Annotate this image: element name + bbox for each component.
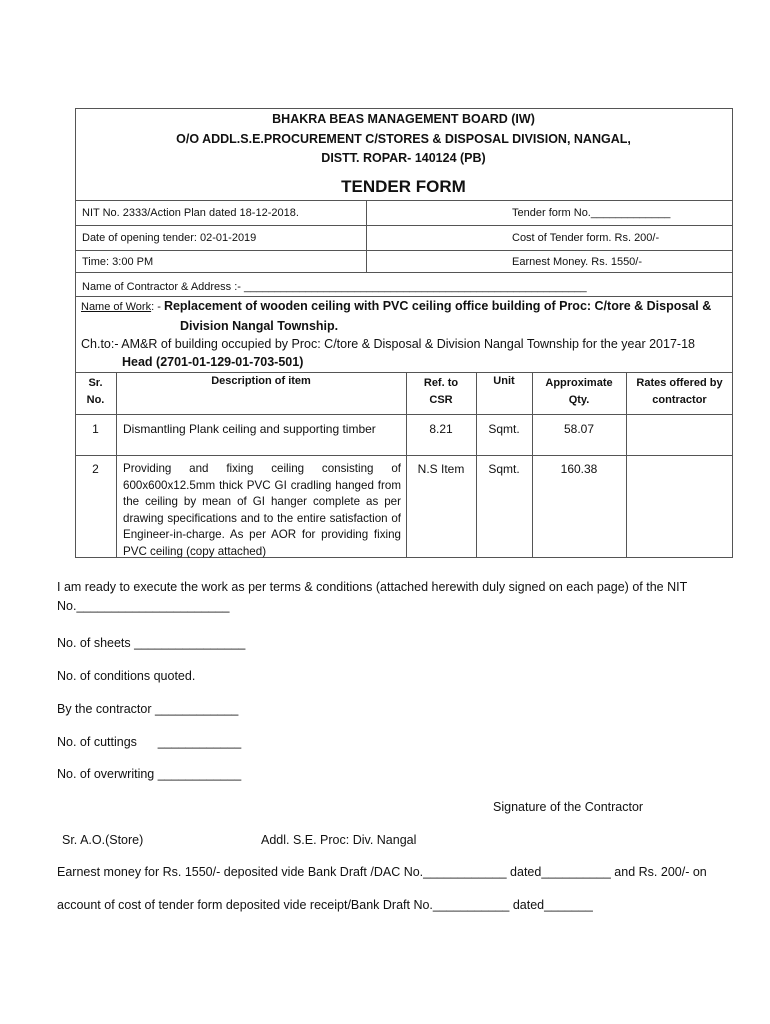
nit-number: NIT No. 2333/Action Plan dated 18-12-2018. [82, 207, 299, 219]
sheets-field[interactable]: No. of sheets ________________ [57, 636, 246, 650]
tender-cost: Cost of Tender form. Rs. 200/- [512, 232, 660, 244]
contractor-field[interactable]: By the contractor ____________ [57, 702, 239, 716]
col-header-ref [406, 375, 476, 409]
office-name: O/O ADDL.S.E.PROCUREMENT C/STORES & DISPOSAL DIVISION, NANGAL, [176, 132, 631, 146]
cuttings-field[interactable]: No. of cuttings ____________ [57, 735, 242, 749]
nit-number-field[interactable]: No.______________________ [57, 599, 230, 613]
work-title-continued: Division Nangal Township. [180, 319, 339, 333]
budget-head: Head (2701-01-129-01-703-501) [122, 355, 304, 369]
row-divider [75, 455, 733, 456]
divider [75, 296, 733, 297]
work-label: Name of Work [81, 301, 152, 313]
col-header-ref-line1: Ref. to [423, 377, 459, 389]
page-title: TENDER FORM [341, 177, 466, 196]
divider [366, 200, 367, 272]
row2-qty: 160.38 [560, 462, 598, 476]
col-header-sr-line1: Sr. [88, 377, 103, 389]
addl-se-label: Addl. S.E. Proc: Div. Nangal [261, 833, 417, 847]
contractor-address-field[interactable]: Name of Contractor & Address :- ________________________________________________________ [82, 281, 587, 293]
divider [75, 250, 733, 251]
work-description [81, 299, 711, 313]
col-header-unit: Unit [493, 375, 515, 387]
earnest-money-line: Earnest money for Rs. 1550/- deposited vide Bank Draft /DAC No.____________ dated__________ and Rs. 200/- on [57, 865, 707, 879]
row1-ref: 8.21 [429, 422, 453, 436]
row1-unit: Sqmt. [488, 422, 520, 436]
work-separator: : - [151, 301, 164, 313]
col-header-qty [532, 375, 626, 409]
col-header-rates-line1: Rates offered by [636, 377, 723, 389]
conditions-field: No. of conditions quoted. [57, 669, 196, 683]
divider [75, 225, 733, 226]
charge-to: Ch.to:- AM&R of building occupied by Proc: C/tore & Disposal & Division Nangal Township for the year 2017-18 [81, 337, 695, 351]
col-header-sr [75, 375, 116, 409]
col-header-sr-line2: No. [86, 394, 105, 406]
divider [75, 200, 733, 201]
overwriting-field[interactable]: No. of overwriting ____________ [57, 767, 242, 781]
tender-form-number: Tender form No._____________ [512, 207, 671, 219]
row1-description: Dismantling Plank ceiling and supporting timber [123, 422, 376, 436]
row2-ref: N.S Item [417, 462, 465, 476]
declaration-text: I am ready to execute the work as per terms & conditions (attached herewith duly signed on each page) of the NIT [57, 580, 688, 594]
table-top-border [75, 372, 733, 373]
col-header-rates [626, 375, 733, 409]
earnest-money: Earnest Money. Rs. 1550/- [512, 256, 643, 268]
board-name: BHAKRA BEAS MANAGEMENT BOARD (IW) [272, 112, 535, 126]
opening-date: Date of opening tender: 02-01-2019 [82, 232, 257, 244]
row2-sr: 2 [92, 462, 99, 476]
col-header-qty-line1: Approximate [545, 377, 613, 389]
sr-ao-store-label: Sr. A.O.(Store) [62, 833, 144, 847]
row2-unit: Sqmt. [488, 462, 520, 476]
col-divider [116, 372, 117, 558]
row1-qty: 58.07 [563, 422, 595, 436]
col-header-description: Description of item [211, 375, 311, 387]
work-title: Replacement of wooden ceiling with PVC ceiling office building of Proc: C/tore & Disposal & [163, 299, 712, 313]
opening-time: Time: 3:00 PM [82, 256, 154, 268]
account-line: account of cost of tender form deposited vide receipt/Bank Draft No.___________ dated_______ [57, 898, 593, 912]
row1-sr: 1 [92, 422, 99, 436]
divider [75, 272, 733, 273]
col-header-rates-line2: contractor [652, 394, 707, 406]
col-header-qty-line2: Qty. [568, 394, 590, 406]
contractor-signature-label: Signature of the Contractor [493, 800, 644, 814]
office-address: DISTT. ROPAR- 140124 (PB) [321, 151, 486, 165]
row-divider [75, 414, 733, 415]
col-header-ref-line2: CSR [429, 394, 453, 406]
row2-description: Providing and fixing ceiling consisting of 600x600x12.5mm thick PVC GI cradling hanged from the ceiling by mean of GI hanger complete as per drawing specifications and to the entire satisfaction of Engineer-in-charge. As per AOR for providing fixing PVC ceiling (copy attached) [123, 462, 401, 558]
